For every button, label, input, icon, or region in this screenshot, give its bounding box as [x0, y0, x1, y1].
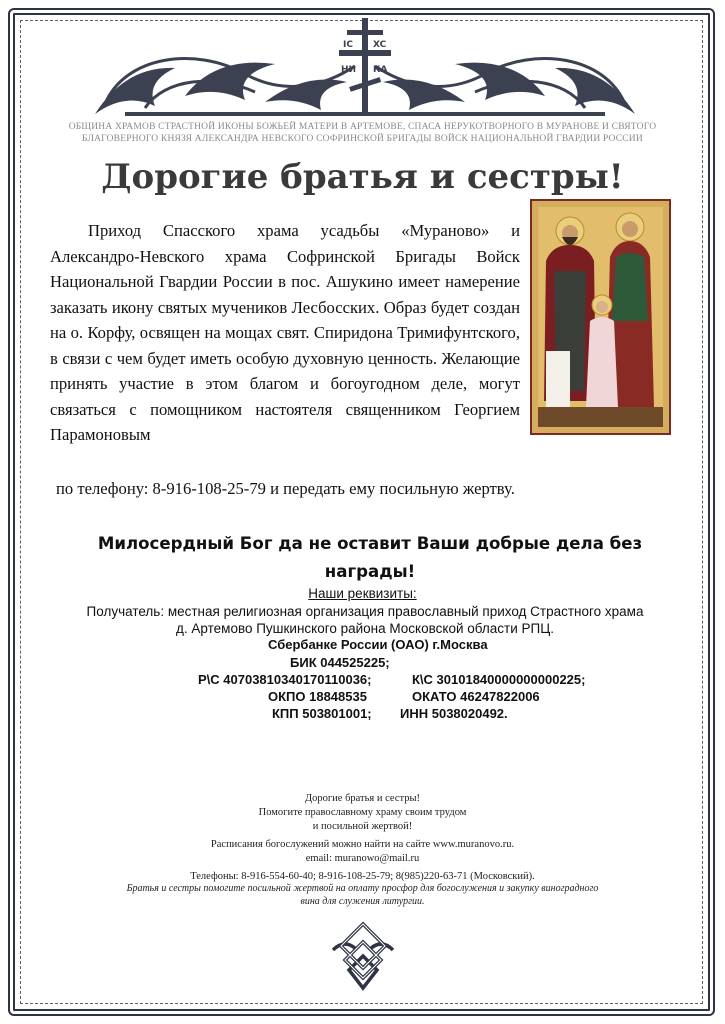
footer-line-help: Помогите православному храму своим трудом — [258, 807, 467, 818]
requisites-heading — [40, 586, 685, 601]
okpo-value: ОКПО 18848535 — [268, 689, 367, 704]
cross-letters-ka: КА — [373, 65, 388, 75]
cross-letters-ic: IC — [343, 40, 353, 50]
cross-letters-xc: XC — [373, 40, 387, 50]
bik-value: БИК 044525225; — [290, 655, 390, 670]
page-title: Дорогие братья и сестры! — [101, 157, 624, 197]
celtic-knot-icon — [325, 920, 401, 992]
blessing-text: Милосердный Бог да не оставит Ваши добрые дела без награды! — [97, 534, 643, 581]
kpp-value: КПП 503801001; — [272, 706, 372, 721]
phone-line: по телефону: 8-916-108-25-79 и передать ему посильную жертву. — [56, 479, 515, 498]
footer-line-schedule: Расписания богослужений можно найти на сайте www.muranovo.ru. — [210, 839, 515, 850]
cross-letters-ni: НИ — [341, 65, 357, 75]
footer-line-email: email: muranowo@mail.ru — [305, 853, 420, 864]
bank-name: Сбербанке России (ОАО) г.Москва — [268, 637, 488, 652]
requisites-heading-text: Наши реквизиты: — [308, 586, 417, 601]
inn-value: ИНН 5038020492. — [400, 706, 508, 721]
footer-line-donation: и посильной жертвой! — [312, 821, 413, 832]
okato-value: ОКАТО 46247822006 — [412, 689, 540, 704]
community-banner: ОБЩИНА ХРАМОВ СТРАСТНОЙ ИКОНЫ БОЖЬЕЙ МАТЕРИ В АРТЕМОВЕ, СПАСА НЕРУКОТВОРНОГО В МУРАНОВЕ И СВЯТОГО БЛАГОВЕРНОГО КНЯЗЯ АЛЕКСАНДРА НЕВСКОГО СОФРИНСКОЙ БРИГАДЫ ВОЙСК НАЦИОНАЛЬНОЙ ГВАРДИИ РОССИИ — [68, 122, 657, 144]
rs-account: Р\С 40703810340170110036; — [198, 672, 372, 687]
appeal-paragraph — [50, 218, 520, 448]
saints-icon-image — [530, 199, 671, 435]
ks-account: К\С 30101840000000000225; — [412, 672, 586, 687]
saints-icon-drawing — [532, 201, 669, 433]
footer-note: Братья и сестры помогите посильной жертвой на оплату просфор для богослужения и закупку виноградного вина для служения литургии. — [126, 883, 599, 907]
recipient-text: Получатель: местная религиозная организация православный приход Страстного храма д. Артемово Пушкинского района Московской области РПЦ. — [86, 604, 644, 636]
appeal-paragraph-text: Приход Спасского храма усадьбы «Мураново» и Александро-Невского храма Софринской Бригады Войск Национальной Гвардии России в пос. Ашукино имеет намерение заказать икону святых мучеников Лесбосских. Образ будет создан на о. Корфу, освящен на мощах свят. Спиридона Тримифунтского, в связи с чем будет иметь особую духовную ценность. Желающие принять участие в этом благом и богоугодном деле, могут связаться с помощником настоятеля священником Георгием Парамоновым — [50, 221, 520, 444]
footer-contacts — [40, 792, 685, 884]
footer-line-phones: Телефоны: 8-916-554-60-40; 8-916-108-25-79; 8(985)220-63-71 (Московский). — [190, 871, 535, 882]
ornament-cross-icon — [85, 16, 645, 120]
footer-line-greeting: Дорогие братья и сестры! — [304, 793, 421, 804]
